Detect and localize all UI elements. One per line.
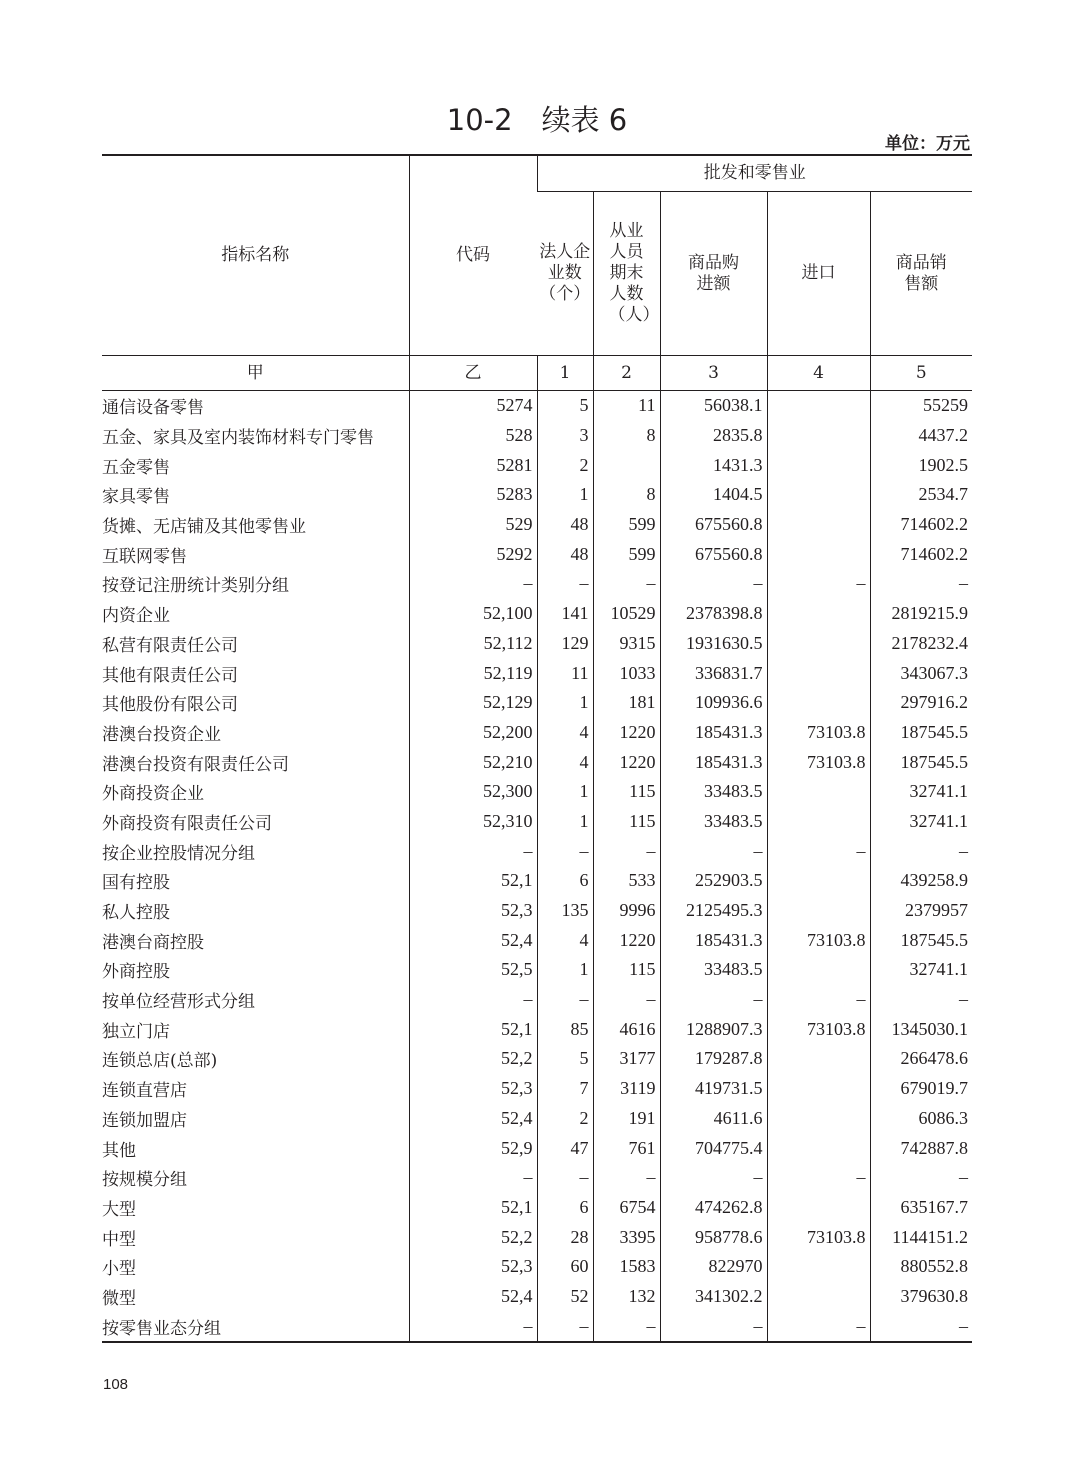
row-value: 52,4 — [409, 925, 537, 955]
row-value: – — [409, 1311, 537, 1342]
row-value: 2835.8 — [660, 421, 767, 451]
row-label: 五金、家具及室内装饰材料专门零售 — [102, 428, 374, 449]
row-value: 52,119 — [409, 658, 537, 688]
table-row — [102, 1282, 972, 1312]
row-value: 52,210 — [409, 747, 537, 777]
row-value: 48 — [537, 510, 593, 540]
row-value: 3395 — [593, 1222, 660, 1252]
row-label: 内资企业 — [102, 606, 170, 627]
table-row — [102, 1163, 972, 1193]
row-label: 按企业控股情况分组 — [102, 843, 255, 864]
row-value: 73103.8 — [767, 925, 870, 955]
row-value — [767, 599, 870, 629]
row-value: 109936.6 — [660, 688, 767, 718]
row-label: 私营有限责任公司 — [102, 635, 238, 656]
row-value: 115 — [593, 777, 660, 807]
row-label: 私人控股 — [102, 903, 170, 924]
row-value: 2178232.4 — [870, 629, 972, 659]
row-value: – — [870, 985, 972, 1015]
page-number: 108 — [103, 1376, 129, 1393]
row-value: 185431.3 — [660, 747, 767, 777]
row-value: 5292 — [409, 539, 537, 569]
row-value: 1 — [537, 777, 593, 807]
row-value: 599 — [593, 539, 660, 569]
row-label: 按零售业态分组 — [102, 1311, 409, 1342]
row-value: 187545.5 — [870, 747, 972, 777]
table-row — [102, 896, 972, 926]
row-value: 336831.7 — [660, 658, 767, 688]
row-value: 6086.3 — [870, 1104, 972, 1134]
row-value — [767, 480, 870, 510]
row-value: – — [767, 1311, 870, 1342]
row-value: 10529 — [593, 599, 660, 629]
row-value: 1144151.2 — [870, 1222, 972, 1252]
row-value: 52,100 — [409, 599, 537, 629]
row-value: 52,3 — [409, 1252, 537, 1282]
index-cell: 乙 — [409, 356, 537, 391]
row-value: 958778.6 — [660, 1222, 767, 1252]
row-value: 115 — [593, 807, 660, 837]
row-value: 266478.6 — [870, 1044, 972, 1074]
table-row — [102, 1311, 972, 1342]
row-value: 1220 — [593, 747, 660, 777]
header-col-2 — [593, 192, 660, 356]
row-value: 5 — [537, 391, 593, 421]
row-value — [767, 658, 870, 688]
row-label: 按登记注册统计类别分组 — [102, 576, 289, 597]
row-value: 343067.3 — [870, 658, 972, 688]
row-value: 341302.2 — [660, 1282, 767, 1312]
row-value: 533 — [593, 866, 660, 896]
row-value: 32741.1 — [870, 955, 972, 985]
row-label: 其他有限责任公司 — [102, 665, 238, 686]
row-value: 714602.2 — [870, 539, 972, 569]
index-cell: 3 — [660, 356, 767, 391]
index-cell: 2 — [593, 356, 660, 391]
row-value: 3119 — [593, 1074, 660, 1104]
unit-label: 单位：万元 — [885, 134, 970, 154]
row-value: 5281 — [409, 450, 537, 480]
row-value: 52,2 — [409, 1044, 537, 1074]
row-label: 通信设备零售 — [102, 398, 204, 419]
row-value: 185431.3 — [660, 925, 767, 955]
index-cell: 5 — [870, 356, 972, 391]
row-value — [767, 629, 870, 659]
row-value: 1033 — [593, 658, 660, 688]
table-row — [102, 777, 972, 807]
row-value: 115 — [593, 955, 660, 985]
row-value: – — [537, 1163, 593, 1193]
row-value: 52,129 — [409, 688, 537, 718]
row-value: 141 — [537, 599, 593, 629]
row-value: 33483.5 — [660, 955, 767, 985]
row-value: 52,3 — [409, 896, 537, 926]
row-value — [767, 1074, 870, 1104]
row-value: 85 — [537, 1014, 593, 1044]
table-row — [102, 866, 972, 896]
row-value — [767, 688, 870, 718]
row-value: – — [409, 985, 537, 1015]
row-value: 9315 — [593, 629, 660, 659]
header-group: 批发和零售业 — [537, 155, 972, 192]
row-label: 货摊、无店铺及其他零售业 — [102, 517, 306, 538]
row-label: 连锁加盟店 — [102, 1110, 187, 1131]
row-value — [767, 1044, 870, 1074]
row-value: 191 — [593, 1104, 660, 1134]
row-value: 33483.5 — [660, 807, 767, 837]
table-row — [102, 1193, 972, 1223]
table-row — [102, 1222, 972, 1252]
row-value: – — [870, 569, 972, 599]
row-value — [767, 391, 870, 421]
row-value: 379630.8 — [870, 1282, 972, 1312]
header-code: 代码 — [409, 155, 537, 356]
row-value: 675560.8 — [660, 510, 767, 540]
table-row — [102, 391, 972, 421]
row-value: 704775.4 — [660, 1133, 767, 1163]
row-value: 2 — [537, 1104, 593, 1134]
row-value: 2378398.8 — [660, 599, 767, 629]
row-value: 8 — [593, 480, 660, 510]
row-value: 1288907.3 — [660, 1014, 767, 1044]
row-value: 52,1 — [409, 866, 537, 896]
row-value: 52,4 — [409, 1104, 537, 1134]
table-title: 10-2 续表 6 — [446, 103, 628, 137]
table-row — [102, 718, 972, 748]
row-value: – — [767, 836, 870, 866]
row-value: – — [870, 1311, 972, 1342]
row-value: 599 — [593, 510, 660, 540]
row-value: 73103.8 — [767, 1014, 870, 1044]
row-value: 60 — [537, 1252, 593, 1282]
row-label: 港澳台投资有限责任公司 — [102, 754, 289, 775]
row-value: 3 — [537, 421, 593, 451]
row-value: 52,1 — [409, 1014, 537, 1044]
table-row — [102, 539, 972, 569]
table-row — [102, 421, 972, 451]
row-value: – — [409, 1163, 537, 1193]
row-value: 761 — [593, 1133, 660, 1163]
row-value: 297916.2 — [870, 688, 972, 718]
row-value: 4 — [537, 925, 593, 955]
row-value: 4611.6 — [660, 1104, 767, 1134]
row-value: 73103.8 — [767, 1222, 870, 1252]
row-value — [767, 510, 870, 540]
row-value: – — [593, 985, 660, 1015]
row-value: 32741.1 — [870, 807, 972, 837]
table-row — [102, 629, 972, 659]
row-value: – — [593, 1163, 660, 1193]
row-value: 4616 — [593, 1014, 660, 1044]
row-value: 6 — [537, 1193, 593, 1223]
table-row — [102, 1044, 972, 1074]
row-value — [767, 896, 870, 926]
row-label: 独立门店 — [102, 1021, 170, 1042]
row-value: 2125495.3 — [660, 896, 767, 926]
row-value: 52,1 — [409, 1193, 537, 1223]
row-value: – — [409, 836, 537, 866]
header-col-5-label: 商品销售额 — [895, 252, 947, 294]
table-row — [102, 510, 972, 540]
row-value — [767, 539, 870, 569]
table-row — [102, 836, 972, 866]
row-value: 187545.5 — [870, 925, 972, 955]
row-value: – — [537, 1311, 593, 1342]
row-value: 1 — [537, 480, 593, 510]
row-label: 港澳台投资企业 — [102, 724, 221, 745]
row-value: 1 — [537, 807, 593, 837]
row-label: 按单位经营形式分组 — [102, 992, 255, 1013]
table-row — [102, 658, 972, 688]
row-value: – — [767, 569, 870, 599]
row-value: 2 — [537, 450, 593, 480]
row-label: 大型 — [102, 1199, 136, 1220]
row-value — [767, 1252, 870, 1282]
row-value: – — [593, 1311, 660, 1342]
row-value: – — [593, 569, 660, 599]
row-value: 880552.8 — [870, 1252, 972, 1282]
row-value: 529 — [409, 510, 537, 540]
row-label: 小型 — [102, 1259, 136, 1280]
row-value: 822970 — [660, 1252, 767, 1282]
row-value: 635167.7 — [870, 1193, 972, 1223]
row-value: 1902.5 — [870, 450, 972, 480]
row-value: 132 — [593, 1282, 660, 1312]
row-value: 52,200 — [409, 718, 537, 748]
row-value — [767, 421, 870, 451]
row-value: 252903.5 — [660, 866, 767, 896]
row-value: 55259 — [870, 391, 972, 421]
table-row — [102, 1104, 972, 1134]
row-value: – — [537, 985, 593, 1015]
row-value: 52,112 — [409, 629, 537, 659]
row-value: – — [870, 836, 972, 866]
row-value: 679019.7 — [870, 1074, 972, 1104]
row-value: 2379957 — [870, 896, 972, 926]
table-row — [102, 925, 972, 955]
row-value: – — [537, 836, 593, 866]
row-value: 52,300 — [409, 777, 537, 807]
row-value: 3177 — [593, 1044, 660, 1074]
row-label: 家具零售 — [102, 487, 170, 508]
row-value: – — [537, 569, 593, 599]
row-value — [767, 955, 870, 985]
row-value: 6 — [537, 866, 593, 896]
row-label: 外商投资企业 — [102, 784, 204, 805]
row-value — [767, 450, 870, 480]
row-value: 47 — [537, 1133, 593, 1163]
statistics-table — [102, 154, 972, 1343]
row-label: 外商控股 — [102, 962, 170, 983]
row-value: – — [660, 569, 767, 599]
row-value: – — [593, 836, 660, 866]
row-label: 微型 — [102, 1288, 136, 1309]
row-value: 181 — [593, 688, 660, 718]
header-col-3-label: 商品购进额 — [688, 252, 739, 294]
row-value: – — [767, 985, 870, 1015]
row-label: 中型 — [102, 1229, 136, 1250]
row-value: 52,4 — [409, 1282, 537, 1312]
row-value — [767, 807, 870, 837]
row-value: 6754 — [593, 1193, 660, 1223]
row-value: 33483.5 — [660, 777, 767, 807]
row-value: 4437.2 — [870, 421, 972, 451]
row-label: 国有控股 — [102, 873, 170, 894]
row-value: – — [660, 1311, 767, 1342]
row-value: 52,2 — [409, 1222, 537, 1252]
row-label: 港澳台商控股 — [102, 932, 204, 953]
index-cell: 1 — [537, 356, 593, 391]
row-value: 187545.5 — [870, 718, 972, 748]
row-value: 714602.2 — [870, 510, 972, 540]
row-value: 1220 — [593, 718, 660, 748]
row-value: 52,9 — [409, 1133, 537, 1163]
index-cell: 甲 — [102, 356, 409, 391]
row-label: 按规模分组 — [102, 1170, 187, 1191]
table-row — [102, 480, 972, 510]
table-row — [102, 599, 972, 629]
row-value: 52,5 — [409, 955, 537, 985]
row-value: 742887.8 — [870, 1133, 972, 1163]
row-value: – — [660, 1163, 767, 1193]
row-value: 1431.3 — [660, 450, 767, 480]
row-value: – — [870, 1163, 972, 1193]
header-col-4: 进口 — [767, 192, 870, 356]
table-row — [102, 747, 972, 777]
table-row — [102, 985, 972, 1015]
row-value: – — [660, 985, 767, 1015]
row-value: 675560.8 — [660, 539, 767, 569]
row-label: 其他 — [102, 1140, 136, 1161]
row-value: 1931630.5 — [660, 629, 767, 659]
table-row — [102, 1014, 972, 1044]
row-value: 4 — [537, 718, 593, 748]
row-value: 2534.7 — [870, 480, 972, 510]
index-cell: 4 — [767, 356, 870, 391]
row-value: 28 — [537, 1222, 593, 1252]
row-value: 528 — [409, 421, 537, 451]
table-row — [102, 1133, 972, 1163]
row-value: 11 — [593, 391, 660, 421]
row-value: 52 — [537, 1282, 593, 1312]
row-value — [593, 450, 660, 480]
table-row — [102, 955, 972, 985]
row-value: 1 — [537, 955, 593, 985]
table-row — [102, 807, 972, 837]
row-value — [767, 1104, 870, 1134]
row-value: 5274 — [409, 391, 537, 421]
row-label: 五金零售 — [102, 457, 170, 478]
table-row — [102, 1074, 972, 1104]
header-col-5 — [870, 192, 972, 356]
row-value: 8 — [593, 421, 660, 451]
row-value: 5 — [537, 1044, 593, 1074]
row-value: 73103.8 — [767, 747, 870, 777]
row-value: 73103.8 — [767, 718, 870, 748]
row-label: 互联网零售 — [102, 546, 187, 567]
row-label: 连锁总店(总部) — [102, 1051, 218, 1072]
row-label: 其他股份有限公司 — [102, 695, 238, 716]
row-value: 419731.5 — [660, 1074, 767, 1104]
row-label: 连锁直营店 — [102, 1081, 187, 1102]
header-col-1 — [537, 192, 593, 356]
row-value: 135 — [537, 896, 593, 926]
row-value: 129 — [537, 629, 593, 659]
row-value: 2819215.9 — [870, 599, 972, 629]
row-value — [767, 777, 870, 807]
row-value: 56038.1 — [660, 391, 767, 421]
row-value: 48 — [537, 539, 593, 569]
header-name: 指标名称 — [102, 155, 409, 356]
header-col-3 — [660, 192, 767, 356]
row-value: 1 — [537, 688, 593, 718]
row-value — [767, 1193, 870, 1223]
row-value — [767, 866, 870, 896]
row-value: 1220 — [593, 925, 660, 955]
row-label: 外商投资有限责任公司 — [102, 813, 272, 834]
row-value: 179287.8 — [660, 1044, 767, 1074]
row-value: 474262.8 — [660, 1193, 767, 1223]
row-value: – — [660, 836, 767, 866]
row-value: – — [767, 1163, 870, 1193]
row-value: 52,310 — [409, 807, 537, 837]
row-value — [767, 1133, 870, 1163]
row-value: 7 — [537, 1074, 593, 1104]
row-value: 439258.9 — [870, 866, 972, 896]
header-col-2-label: 从业人员期末人数（人） — [608, 221, 660, 325]
row-value: – — [409, 569, 537, 599]
row-value: 1404.5 — [660, 480, 767, 510]
table-row — [102, 1252, 972, 1282]
row-value: 185431.3 — [660, 718, 767, 748]
row-value: 9996 — [593, 896, 660, 926]
row-value: 32741.1 — [870, 777, 972, 807]
row-value: 52,3 — [409, 1074, 537, 1104]
row-value: 1583 — [593, 1252, 660, 1282]
table-row — [102, 450, 972, 480]
row-value: 4 — [537, 747, 593, 777]
row-value — [767, 1282, 870, 1312]
row-value: 11 — [537, 658, 593, 688]
table-row — [102, 688, 972, 718]
table-row — [102, 569, 972, 599]
row-value: 1345030.1 — [870, 1014, 972, 1044]
header-col-1-label: 法人企业数（个） — [539, 242, 591, 304]
row-value: 5283 — [409, 480, 537, 510]
